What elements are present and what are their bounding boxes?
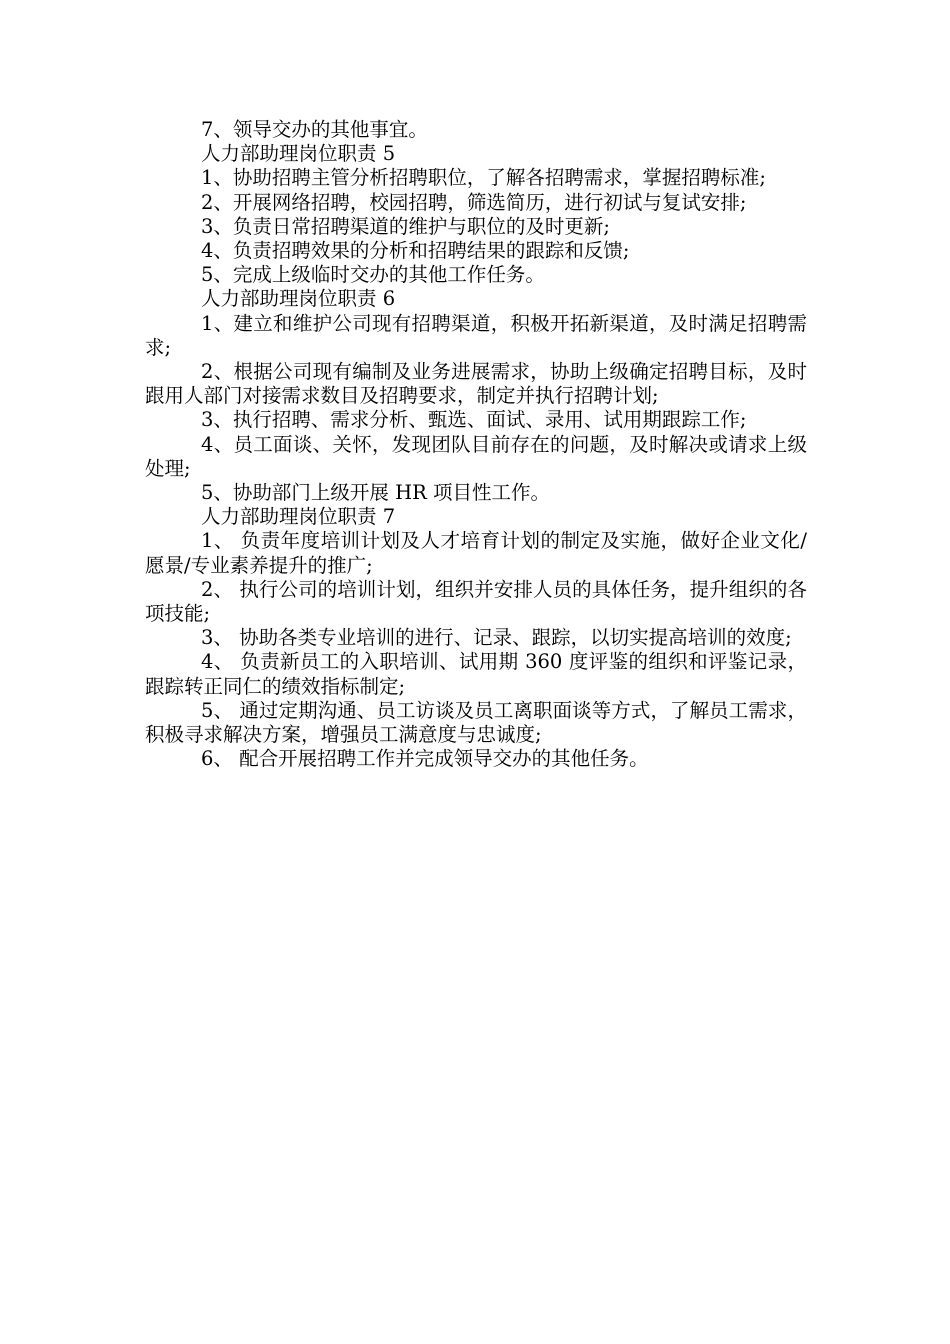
list-item: 5、完成上级临时交办的其他工作任务。 [201,263,545,287]
document-body [145,118,807,771]
list-item: 5、协助部门上级开展 HR 项目性工作。 [201,481,550,505]
section-heading: 人力部助理岗位职责 5 [201,142,396,166]
list-item: 1、 负责年度培训计划及人才培育计划的制定及实施，做好企业文化/愿景/专业素养提升的推广; [145,529,807,577]
list-item: 2、 执行公司的培训计划，组织并安排人员的具体任务，提升组织的各项技能; [145,577,807,626]
section-heading: 人力部助理岗位职责 7 [201,505,396,529]
list-item: 6、 配合开展招聘工作并完成领导交办的其他任务。 [201,747,649,771]
list-item: 4、 负责新员工的入职培训、试用期 360 度评鉴的组织和评鉴记录，跟踪转正同仁的绩效指标制定; [145,650,807,698]
list-item: 7、领导交办的其他事宜。 [201,118,428,141]
list-item: 4、员工面谈、关怀，发现团队目前存在的问题，及时解决或请求上级处理; [145,432,807,480]
list-item: 3、负责日常招聘渠道的维护与职位的及时更新; [201,214,610,238]
list-item: 2、根据公司现有编制及业务进展需求，协助上级确定招聘目标，及时跟用人部门对接需求数目及招聘要求，制定并执行招聘计划; [145,360,807,408]
list-item: 2、开展网络招聘，校园招聘，筛选简历，进行初试与复试安排; [201,190,747,214]
section-heading: 人力部助理岗位职责 6 [201,287,396,311]
list-item: 5、 通过定期沟通、员工访谈及员工离职面谈等方式，了解员工需求，积极寻求解决方案，增强员工满意度与忠诚度; [145,698,807,747]
list-item: 3、执行招聘、需求分析、甄选、面试、录用、试用期跟踪工作; [201,408,747,432]
list-item: 1、协助招聘主管分析招聘职位，了解各招聘需求，掌握招聘标准; [201,166,766,190]
list-item: 4、负责招聘效果的分析和招聘结果的跟踪和反馈; [201,239,630,263]
list-item: 3、 协助各类专业培训的进行、记录、跟踪，以切实提高培训的效度; [201,626,792,650]
list-item: 1、建立和维护公司现有招聘渠道，积极开拓新渠道，及时满足招聘需求; [145,311,807,359]
